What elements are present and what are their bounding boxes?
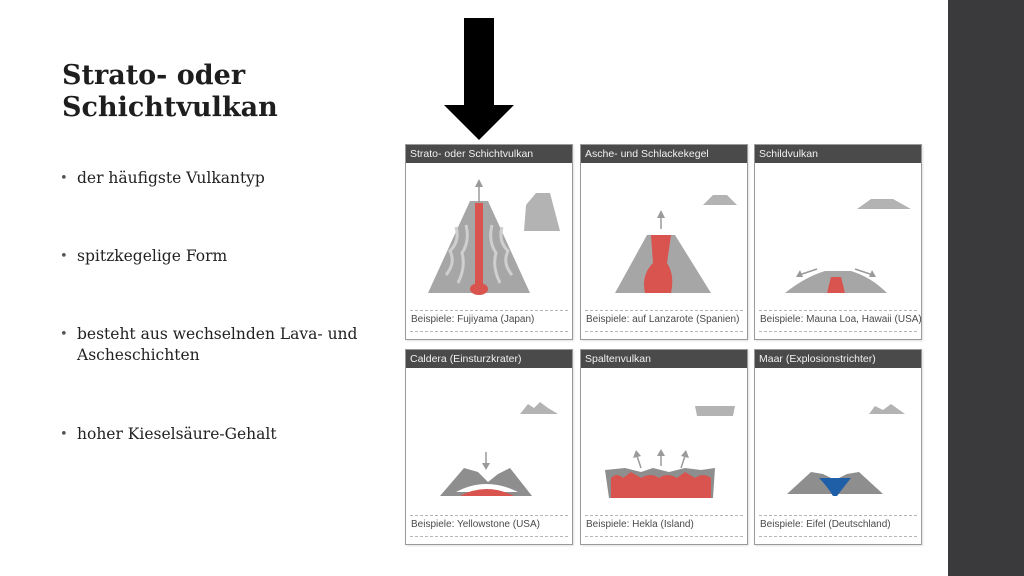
card-title: Strato- oder Schichtvulkan [406,145,572,163]
volcano-card-strato [405,144,573,340]
shield-volcano-illustration [755,163,921,313]
title-line-1: Strato- oder [62,60,246,91]
caldera-illustration [406,368,572,518]
card-example: Beispiele: Fujiyama (Japan) [411,314,535,325]
bullet-item [60,324,390,366]
card-example: Beispiele: Eifel (Deutschland) [760,519,891,530]
bullet-dot-icon: • [60,327,68,342]
down-arrow-icon [444,18,514,140]
slide-title [62,60,392,124]
card-example: Beispiele: auf Lanzarote (Spanien) [586,314,740,325]
bullet-item [60,424,390,445]
cinder-cone-illustration [581,163,747,313]
card-example: Beispiele: Mauna Loa, Hawaii (USA) [760,314,922,325]
card-title: Caldera (Einsturzkrater) [406,350,572,368]
bullet-dot-icon: • [60,427,68,442]
volcano-card-fissure [580,349,748,545]
card-title: Maar (Explosionstrichter) [755,350,921,368]
card-example: Beispiele: Yellowstone (USA) [411,519,540,530]
maar-illustration [755,368,921,518]
bullet-dot-icon: • [60,171,68,186]
volcano-card-maar [754,349,922,545]
title-line-2: Schichtvulkan [62,92,278,123]
bullet-text: besteht aus wechselnden Lava- und Ascheschichten [77,325,358,364]
card-title: Spaltenvulkan [581,350,747,368]
volcano-card-cinder-cone [580,144,748,340]
card-example: Beispiele: Hekla (Island) [586,519,694,530]
volcano-card-caldera [405,349,573,545]
bullet-text: hoher Kieselsäure-Gehalt [77,425,277,443]
volcano-card-shield [754,144,922,340]
stratovolcano-illustration [406,163,572,313]
sidebar-bar [948,0,1024,576]
bullet-item [60,168,390,189]
bullet-item [60,246,390,267]
bullet-text: spitzkegelige Form [77,247,228,265]
bullet-text: der häufigste Vulkantyp [77,169,265,187]
card-title: Schildvulkan [755,145,921,163]
card-title: Asche- und Schlackekegel [581,145,747,163]
bullet-dot-icon: • [60,249,68,264]
fissure-volcano-illustration [581,368,747,518]
